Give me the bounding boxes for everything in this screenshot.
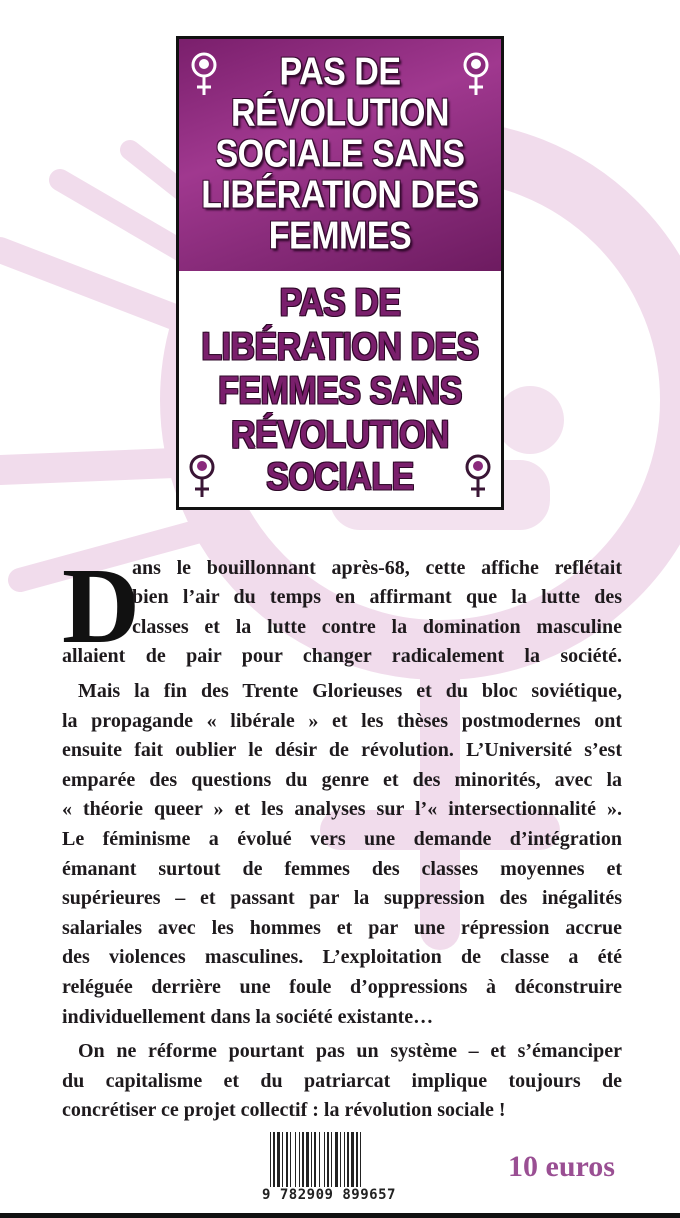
poster-line: PAS DE xyxy=(279,281,401,325)
poster-line: FEMMES SANS xyxy=(218,369,462,413)
venus-fist-icon xyxy=(189,51,219,97)
text-line: la propagande « libérale » et les thèses postmodernes ont xyxy=(62,709,622,732)
text-line: ensuite fait oublier le désir de révolution. L’Université s’est xyxy=(62,739,622,762)
text-line: individuellement dans la société existante… xyxy=(62,1005,434,1028)
poster-line: LIBÉRATION DES xyxy=(201,173,479,217)
poster-line: LIBÉRATION DES xyxy=(201,325,479,369)
text-line: concrétiser ce projet collectif : la révolution sociale ! xyxy=(62,1099,506,1121)
text-line: Le féminisme a évolué vers une demande d’intégration xyxy=(62,828,622,850)
text-line: Mais la fin des Trente Glorieuses et du bloc soviétique, xyxy=(78,680,622,702)
venus-fist-icon xyxy=(187,453,217,499)
poster-line: PAS DE xyxy=(279,50,401,94)
price: 10 euros xyxy=(508,1150,615,1183)
text-line: des violences masculines. L’exploitation de classe a été xyxy=(62,946,622,969)
text-line: supérieures – et passant par la suppression des inégalités xyxy=(62,887,622,910)
venus-fist-icon xyxy=(461,51,491,97)
poster-line: SOCIALE xyxy=(266,455,414,499)
text-line: émanant surtout de femmes des classes moyennes et xyxy=(62,857,622,880)
venus-fist-icon xyxy=(463,453,493,499)
text-line: allaient de pair pour changer radicalement la société. xyxy=(62,645,622,667)
isbn-number: 9 782909 899657 xyxy=(262,1187,396,1203)
poster-line: RÉVOLUTION xyxy=(231,413,449,457)
text-line: bien l’air du temps en affirmant que la lutte des xyxy=(132,586,622,608)
text-line: emparée des questions du genre et des minorités, avec la xyxy=(62,768,622,791)
text-line: reléguée derrière une foule d’oppressions à déconstruire xyxy=(62,976,622,998)
poster-line: RÉVOLUTION xyxy=(231,91,449,135)
poster-image xyxy=(176,36,504,510)
text-line: du capitalisme et du patriarcat implique toujours de xyxy=(62,1069,622,1092)
text-line: salariales avec les hommes et par une répression accrue xyxy=(62,916,622,939)
text-line: « théorie queer » et les analyses sur l’« intersectionnalité ». xyxy=(62,798,622,821)
bottom-border xyxy=(0,1213,680,1218)
text-line: classes et la lutte contre la domination masculine xyxy=(132,616,622,638)
text-line: On ne réforme pourtant pas un système – et s’émanciper xyxy=(78,1040,622,1062)
poster-line: SOCIALE SANS xyxy=(215,132,465,176)
drop-cap: D xyxy=(62,547,140,666)
poster-top xyxy=(179,39,501,271)
poster-line: FEMMES xyxy=(268,214,412,258)
text-line: ans le bouillonnant après-68, cette affiche reflétait xyxy=(132,557,622,579)
